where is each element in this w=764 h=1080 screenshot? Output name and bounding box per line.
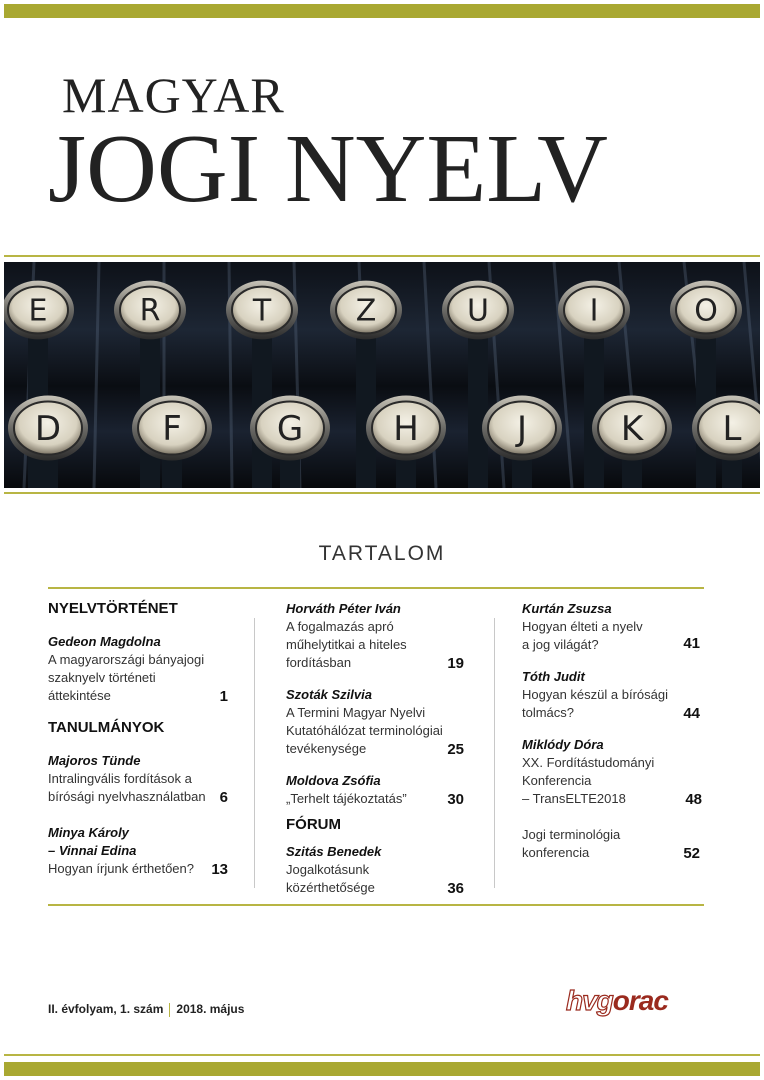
entry-title-line: Hogyan élteti a nyelv <box>522 619 643 634</box>
divider-below-photo <box>4 492 760 494</box>
key-letter: U <box>467 293 489 329</box>
entry-title-line: bírósági nyelvhasználatban <box>48 789 206 804</box>
issue-info <box>48 1002 244 1017</box>
entry-page-number: 13 <box>211 861 228 878</box>
entry-title-line: A Termini Magyar Nyelvi <box>286 705 426 720</box>
top-accent-band <box>4 4 760 18</box>
entry-author: Majoros Tünde <box>48 753 141 768</box>
column-divider <box>254 618 255 888</box>
toc-entry[interactable] <box>522 668 700 722</box>
key-letter: L <box>722 408 742 449</box>
section-heading-forum: FÓRUM <box>286 816 341 833</box>
key-letter: I <box>589 293 599 329</box>
key-letter: K <box>620 408 644 449</box>
toc-entry[interactable] <box>286 600 464 672</box>
key-letter: T <box>252 293 272 329</box>
entry-page-number: 19 <box>447 655 464 672</box>
entry-title-line: tevékenysége <box>286 741 367 756</box>
entry-title-line: Hogyan készül a bírósági <box>522 687 668 702</box>
toc-entry[interactable] <box>48 633 228 705</box>
entry-author: Miklódy Dóra <box>522 737 604 752</box>
logo-part-hvg: hvg <box>566 985 613 1016</box>
issue-volume: II. évfolyam, 1. szám <box>48 1002 164 1016</box>
publisher-logo <box>566 985 668 1017</box>
entry-page-number: 6 <box>219 789 228 806</box>
entry-title-line: – TransELTE2018 <box>522 791 626 806</box>
entry-title-line: közérthetősége <box>286 880 375 895</box>
entry-title-line: „Terhelt tájékoztatás” <box>286 791 407 806</box>
entry-title-line: A fogalmazás apró <box>286 619 394 634</box>
toc-entry[interactable] <box>522 736 700 808</box>
entry-title-line: Jogi terminológia <box>522 827 621 842</box>
key-letter: G <box>276 408 304 449</box>
entry-title-line: fordításban <box>286 655 352 670</box>
entry-title-line: Jogalkotásunk <box>286 862 370 877</box>
footer-separator <box>169 1003 170 1017</box>
divider-above-footer-band <box>4 1054 760 1056</box>
entry-title-line: A magyarországi bányajogi <box>48 652 205 667</box>
toc-entry[interactable] <box>522 600 700 654</box>
section-heading-nyelvtortenet: NYELVTÖRTÉNET <box>48 600 178 617</box>
masthead-line1: MAGYAR <box>62 67 285 123</box>
key-letter: J <box>516 408 528 449</box>
logo-part-orac: orac <box>612 985 668 1016</box>
typewriter-keys-photo <box>4 262 760 488</box>
entry-page-number: 44 <box>683 705 700 722</box>
entry-author: Szitás Benedek <box>286 844 382 859</box>
entry-title-line: Kutatóhálózat terminológiai <box>286 723 443 738</box>
contents-title: TARTALOM <box>318 542 446 565</box>
contents-top-rule <box>48 587 704 589</box>
column-divider <box>494 618 495 888</box>
entry-page-number: 48 <box>685 791 702 808</box>
entry-page-number: 1 <box>219 688 228 705</box>
entry-page-number: 36 <box>447 880 464 897</box>
key-letter: E <box>28 293 48 329</box>
entry-page-number: 52 <box>683 845 700 862</box>
contents-bottom-rule <box>48 904 704 906</box>
key-letter: R <box>139 293 161 329</box>
masthead-line2: JOGI NYELV <box>48 115 608 223</box>
entry-page-number: 25 <box>447 741 464 758</box>
typewriter-keys-illustration <box>4 262 760 488</box>
bottom-accent-band <box>4 1062 760 1076</box>
entry-title-line: áttekintése <box>48 688 111 703</box>
toc-entry[interactable] <box>48 824 228 878</box>
entry-author: Horváth Péter Iván <box>286 601 401 616</box>
key-letter: Z <box>355 293 377 329</box>
entry-author: Kurtán Zsuzsa <box>522 601 612 616</box>
contents-column-2 <box>286 600 464 911</box>
entry-page-number: 41 <box>683 635 700 652</box>
entry-page-number: 30 <box>447 791 464 808</box>
entry-author: Gedeon Magdolna <box>48 634 161 649</box>
entry-title-line: Hogyan írjunk érthetően? <box>48 861 194 876</box>
entry-author: Szoták Szilvia <box>286 687 372 702</box>
toc-entry[interactable] <box>286 686 464 758</box>
entry-title-line: szaknyelv történeti <box>48 670 156 685</box>
entry-title-line: XX. Fordítástudományi <box>522 755 655 770</box>
key-letter: F <box>162 408 182 449</box>
entry-title-line: műhelytitkai a hiteles <box>286 637 407 652</box>
toc-entry[interactable] <box>286 772 464 808</box>
toc-entry[interactable] <box>522 826 700 862</box>
section-heading-tanulmanyok: TANULMÁNYOK <box>48 719 165 736</box>
entry-title-line: Konferencia <box>522 773 592 788</box>
contents-column-1 <box>48 600 228 892</box>
toc-entry[interactable] <box>48 752 228 806</box>
entry-coauthor: – Vinnai Edina <box>48 843 137 858</box>
divider-above-photo <box>4 255 760 257</box>
toc-entry[interactable] <box>286 843 464 897</box>
contents-column-3 <box>522 600 700 876</box>
entry-title-line: a jog világát? <box>522 637 599 652</box>
entry-author: Minya Károly <box>48 825 129 840</box>
entry-title-line: Intralingvális fordítások a <box>48 771 192 786</box>
key-letter: O <box>694 293 718 329</box>
entry-title-line: konferencia <box>522 845 590 860</box>
key-letter: H <box>393 408 419 449</box>
entry-author: Tóth Judit <box>522 669 585 684</box>
entry-title-line: tolmács? <box>522 705 575 720</box>
issue-date: 2018. május <box>176 1002 245 1016</box>
entry-author: Moldova Zsófia <box>286 773 381 788</box>
key-letter: D <box>34 408 62 449</box>
